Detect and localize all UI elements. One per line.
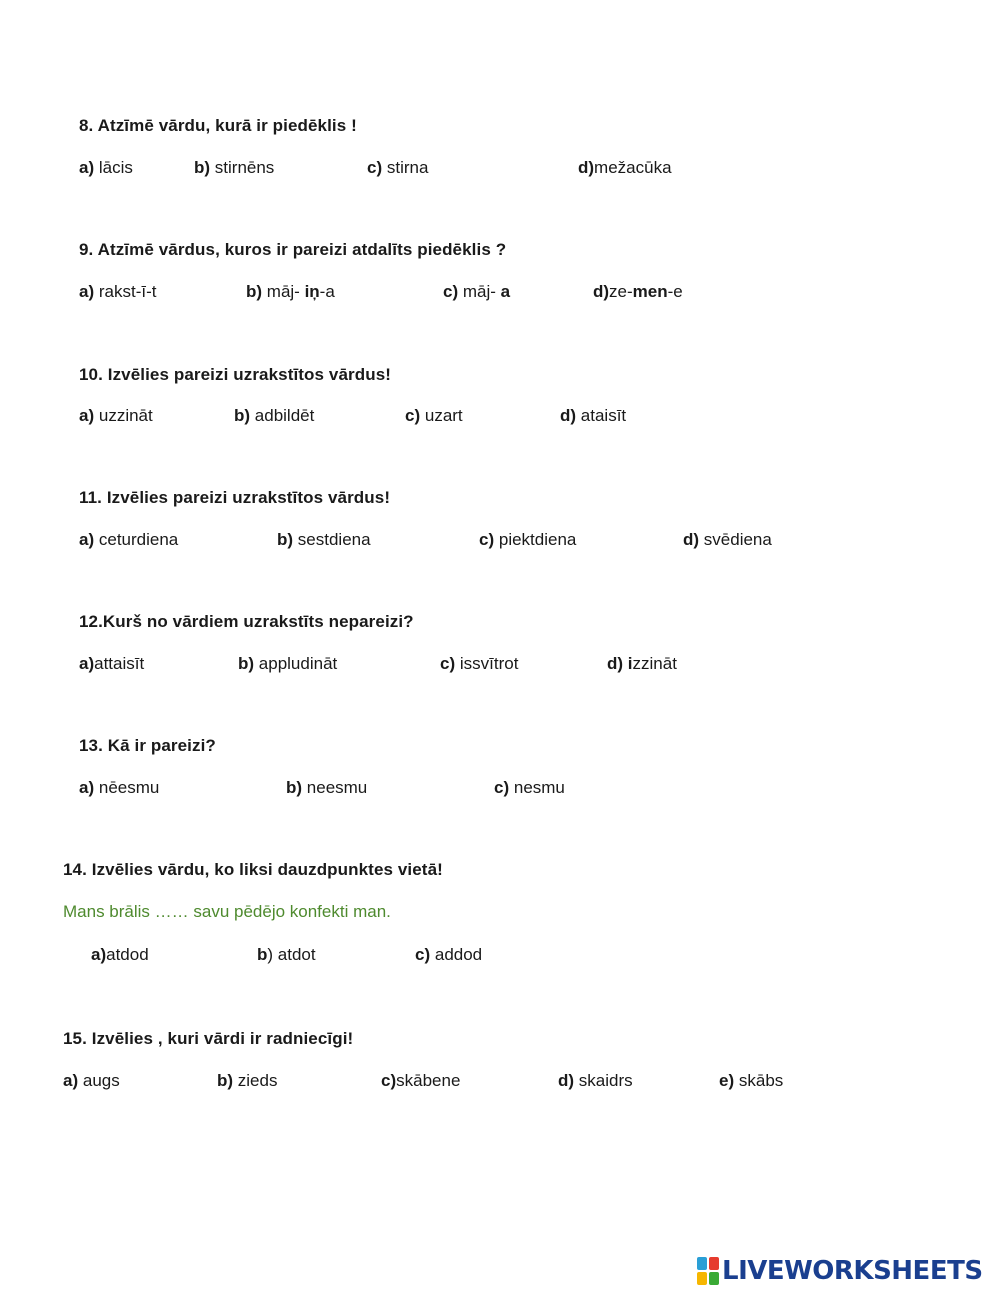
option-10a[interactable] (79, 406, 153, 426)
option-10d[interactable] (560, 406, 626, 426)
question-15-title: 15. Izvēlies , kuri vārdi ir radniecīgi! (63, 1029, 354, 1048)
option-letter: d) (683, 530, 700, 549)
option-12b[interactable] (238, 654, 337, 674)
option-letter: d) (578, 158, 595, 177)
option-letter: c) (443, 282, 459, 301)
option-letter: a) (63, 1071, 79, 1090)
option-11b[interactable] (277, 530, 371, 550)
option-15b[interactable] (217, 1071, 277, 1091)
option-text: attaisīt (94, 654, 145, 673)
option-letter: c) (367, 158, 383, 177)
option-10b[interactable] (234, 406, 314, 426)
option-text: uzzināt (98, 406, 153, 425)
option-letter: c) (494, 778, 510, 797)
option-letter: a) (79, 778, 95, 797)
option-letter: d) (593, 282, 610, 301)
option-letter-paren: ) (267, 945, 274, 964)
option-letter: b) (277, 530, 294, 549)
question-11-title: 11. Izvēlies pareizi uzrakstītos vārdus! (79, 488, 391, 507)
option-text-bold: i (627, 654, 633, 673)
question-12-title: 12.Kurš no vārdiem uzrakstīts nepareizi? (79, 612, 414, 631)
option-11d[interactable] (683, 530, 772, 550)
option-11c[interactable] (479, 530, 576, 550)
option-15d[interactable] (558, 1071, 633, 1091)
option-text: zieds (237, 1071, 278, 1090)
logo-text: LIVEWORKSHEETS (722, 1256, 983, 1286)
option-letter: b) (234, 406, 251, 425)
option-letter: d) (558, 1071, 575, 1090)
option-text: skābs (738, 1071, 784, 1090)
liveworksheets-logo (697, 1254, 983, 1288)
option-text: stirnēns (214, 158, 275, 177)
option-letter: a) (79, 282, 95, 301)
option-letter: b) (286, 778, 303, 797)
option-text: ze- (609, 282, 633, 301)
option-text: ataisīt (580, 406, 627, 425)
question-14-title: 14. Izvēlies vārdu, ko liksi dauzdpunktes vietā! (63, 860, 443, 879)
option-text: -a (319, 282, 335, 301)
option-text: māj- (462, 282, 501, 301)
option-text: mežacūka (594, 158, 672, 177)
option-letter: b) (194, 158, 211, 177)
option-13c[interactable] (494, 778, 565, 798)
option-12d[interactable] (607, 654, 677, 674)
option-text-bold: a (500, 282, 511, 301)
option-14c[interactable] (415, 945, 482, 965)
option-text: rakst-ī-t (98, 282, 157, 301)
option-15e[interactable] (719, 1071, 783, 1091)
option-letter: c) (479, 530, 495, 549)
option-letter: c) (415, 945, 431, 964)
option-8a[interactable] (79, 158, 133, 178)
option-letter: c) (381, 1071, 397, 1090)
option-8b[interactable] (194, 158, 274, 178)
option-13a[interactable] (79, 778, 159, 798)
option-text: atdod (106, 945, 149, 964)
question-14-sentence: Mans brālis …… savu pēdējo konfekti man. (63, 902, 391, 921)
option-text-bold: iņ (304, 282, 320, 301)
option-letter: c) (440, 654, 456, 673)
option-text: skaidrs (578, 1071, 633, 1090)
question-9-title: 9. Atzīmē vārdus, kuros ir pareizi atdalīts piedēklis ? (79, 240, 507, 259)
option-text: piektdiena (498, 530, 577, 549)
option-text: zzināt (632, 654, 677, 673)
option-11a[interactable] (79, 530, 178, 550)
option-letter: c) (405, 406, 421, 425)
option-letter: d) (607, 654, 624, 673)
option-text: uzart (424, 406, 463, 425)
option-10c[interactable] (405, 406, 463, 426)
option-text: neesmu (306, 778, 368, 797)
question-8-title: 8. Atzīmē vārdu, kurā ir piedēklis ! (79, 116, 357, 135)
option-letter: e) (719, 1071, 735, 1090)
option-12c[interactable] (440, 654, 518, 674)
option-9d[interactable] (593, 282, 683, 302)
option-8c[interactable] (367, 158, 428, 178)
option-15a[interactable] (63, 1071, 120, 1091)
option-9c[interactable] (443, 282, 510, 302)
option-9b[interactable] (246, 282, 335, 302)
option-text: svēdiena (703, 530, 772, 549)
option-letter: b) (246, 282, 263, 301)
option-15c[interactable] (381, 1071, 460, 1091)
option-14b[interactable] (257, 945, 316, 965)
option-text: atdot (273, 945, 316, 964)
option-text: augs (82, 1071, 120, 1090)
option-text: appludināt (258, 654, 338, 673)
option-letter: b) (238, 654, 255, 673)
option-text: sestdiena (297, 530, 371, 549)
option-text: stirna (386, 158, 429, 177)
option-text: issvītrot (459, 654, 519, 673)
option-letter: a) (91, 945, 107, 964)
liveworksheets-logo-icon (697, 1257, 719, 1285)
option-12a[interactable] (79, 654, 144, 674)
option-text: ceturdiena (98, 530, 179, 549)
question-10-title: 10. Izvēlies pareizi uzrakstītos vārdus! (79, 365, 392, 384)
option-text: skābene (396, 1071, 461, 1090)
option-text: addod (434, 945, 483, 964)
option-letter: a) (79, 158, 95, 177)
option-letter: b) (217, 1071, 234, 1090)
option-letter: b (257, 945, 268, 964)
option-letter: a) (79, 654, 95, 673)
option-text: nēesmu (98, 778, 160, 797)
option-letter: a) (79, 406, 95, 425)
option-text: adbildēt (254, 406, 315, 425)
option-13b[interactable] (286, 778, 367, 798)
option-9a[interactable] (79, 282, 156, 302)
option-letter: d) (560, 406, 577, 425)
option-text: -e (667, 282, 683, 301)
option-14a[interactable] (91, 945, 149, 965)
option-text: māj- (266, 282, 305, 301)
question-13-title: 13. Kā ir pareizi? (79, 736, 216, 755)
option-text: lācis (98, 158, 133, 177)
option-8d[interactable] (578, 158, 672, 178)
option-text: nesmu (513, 778, 565, 797)
option-text-bold: men (632, 282, 668, 301)
option-letter: a) (79, 530, 95, 549)
